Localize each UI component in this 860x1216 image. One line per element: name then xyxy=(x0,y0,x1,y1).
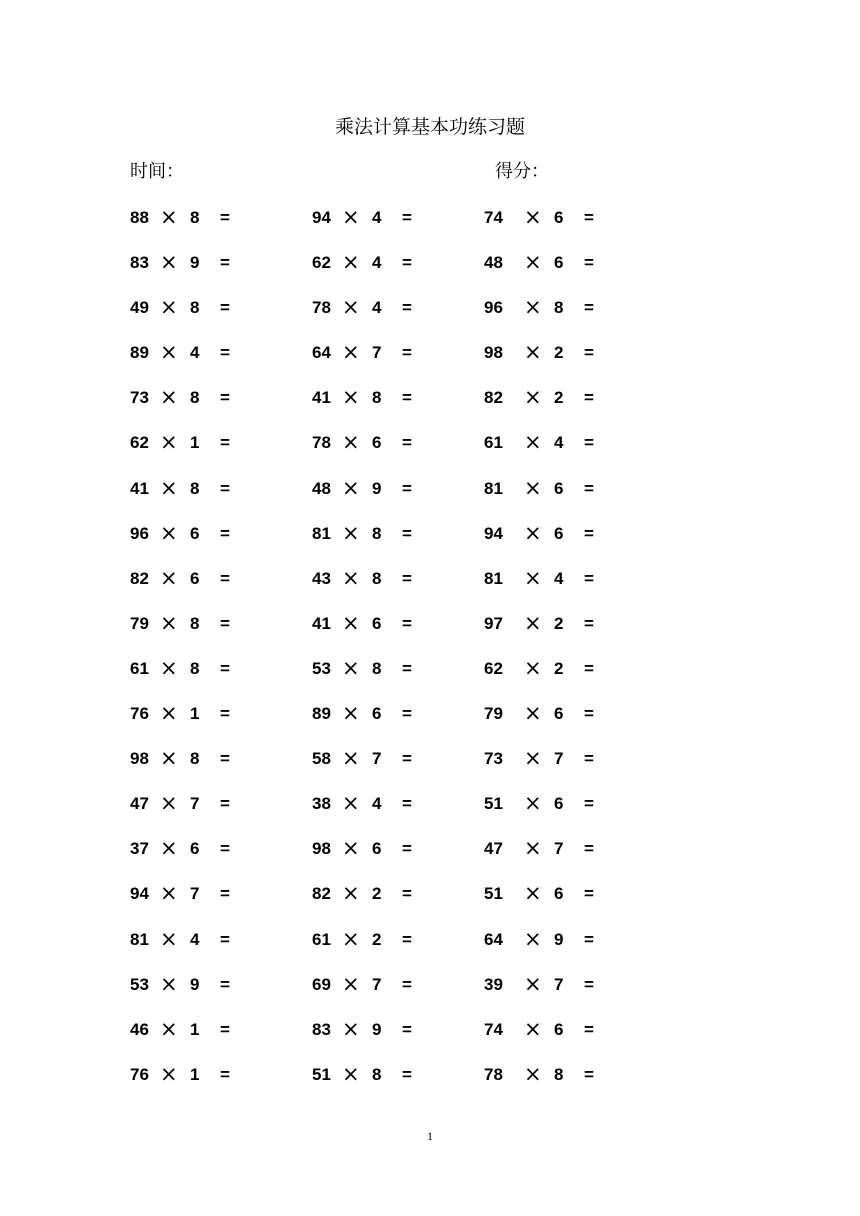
multiplicand: 79 xyxy=(130,613,149,633)
multiplier: 7 xyxy=(372,974,382,994)
times-sign: × xyxy=(160,1016,178,1041)
problem-row xyxy=(0,836,860,881)
multiplicand: 47 xyxy=(130,794,149,814)
equals-sign: = xyxy=(584,704,594,724)
problem-row xyxy=(0,881,860,926)
multiplicand: 37 xyxy=(130,839,149,859)
multiplicand: 82 xyxy=(312,884,331,904)
times-sign: × xyxy=(524,385,542,410)
page-title: 乘法计算基本功练习题 xyxy=(334,116,525,138)
multiplicand: 61 xyxy=(130,658,149,678)
times-sign: × xyxy=(342,881,360,906)
multiplier: 8 xyxy=(190,208,200,227)
equals-sign: = xyxy=(584,1064,594,1084)
multiplier: 7 xyxy=(190,794,200,814)
times-sign: × xyxy=(342,295,360,320)
multiplier: 8 xyxy=(190,613,200,633)
multiplier: 6 xyxy=(554,794,564,814)
multiplier: 2 xyxy=(554,343,564,363)
equals-sign: = xyxy=(402,704,412,724)
times-sign: × xyxy=(524,430,542,455)
multiplier: 8 xyxy=(554,298,564,318)
times-sign: × xyxy=(524,295,542,320)
times-sign: × xyxy=(160,520,178,545)
times-sign: × xyxy=(160,430,178,455)
multiplicand: 62 xyxy=(484,658,503,678)
problem-row xyxy=(0,205,860,250)
equals-sign: = xyxy=(402,1019,412,1039)
equals-sign: = xyxy=(220,298,230,318)
multiplicand: 61 xyxy=(312,929,331,949)
times-sign: × xyxy=(524,205,542,229)
multiplier: 9 xyxy=(372,1019,382,1039)
times-sign: × xyxy=(342,340,360,365)
multiplicand: 46 xyxy=(130,1019,149,1039)
times-sign: × xyxy=(342,971,360,996)
problem-row xyxy=(0,1017,860,1062)
problem-row xyxy=(0,476,860,521)
multiplier: 4 xyxy=(554,433,564,453)
times-sign: × xyxy=(524,655,542,680)
multiplier: 9 xyxy=(554,929,564,949)
multiplicand: 53 xyxy=(312,658,331,678)
times-sign: × xyxy=(524,250,542,275)
problem-row xyxy=(0,1062,860,1107)
times-sign: × xyxy=(342,791,360,816)
equals-sign: = xyxy=(584,343,594,363)
problem-row xyxy=(0,701,860,746)
multiplicand: 58 xyxy=(312,749,331,769)
times-sign: × xyxy=(524,340,542,365)
multiplicand: 64 xyxy=(484,929,503,949)
multiplicand: 41 xyxy=(312,388,331,408)
multiplier: 6 xyxy=(190,523,200,543)
equals-sign: = xyxy=(584,658,594,678)
problem-row xyxy=(0,972,860,1017)
problem-row xyxy=(0,340,860,385)
multiplicand: 94 xyxy=(312,208,331,227)
times-sign: × xyxy=(342,475,360,500)
times-sign: × xyxy=(524,520,542,545)
multiplier: 9 xyxy=(190,253,200,273)
problem-row xyxy=(0,430,860,475)
equals-sign: = xyxy=(220,253,230,273)
multiplier: 4 xyxy=(190,343,200,363)
equals-sign: = xyxy=(584,884,594,904)
multiplicand: 94 xyxy=(130,884,149,904)
equals-sign: = xyxy=(584,253,594,273)
multiplier: 7 xyxy=(554,974,564,994)
multiplier: 6 xyxy=(554,253,564,273)
equals-sign: = xyxy=(402,749,412,769)
times-sign: × xyxy=(160,1061,178,1086)
equals-sign: = xyxy=(220,794,230,814)
multiplier: 1 xyxy=(190,1019,200,1039)
multiplicand: 73 xyxy=(130,388,149,408)
equals-sign: = xyxy=(220,839,230,859)
equals-sign: = xyxy=(402,929,412,949)
multiplicand: 81 xyxy=(130,929,149,949)
multiplier: 6 xyxy=(554,478,564,498)
times-sign: × xyxy=(342,1061,360,1086)
equals-sign: = xyxy=(584,388,594,408)
multiplier: 8 xyxy=(372,523,382,543)
multiplicand: 78 xyxy=(312,433,331,453)
multiplicand: 38 xyxy=(312,794,331,814)
equals-sign: = xyxy=(220,343,230,363)
problem-row xyxy=(0,295,860,340)
problem-row xyxy=(0,611,860,656)
equals-sign: = xyxy=(402,433,412,453)
problem-row xyxy=(0,927,860,972)
times-sign: × xyxy=(524,746,542,771)
multiplier: 6 xyxy=(554,523,564,543)
multiplier: 2 xyxy=(372,884,382,904)
multiplier: 8 xyxy=(190,478,200,498)
multiplicand: 76 xyxy=(130,1064,149,1084)
multiplier: 8 xyxy=(190,388,200,408)
multiplicand: 48 xyxy=(312,478,331,498)
multiplier: 7 xyxy=(554,749,564,769)
multiplicand: 74 xyxy=(484,208,503,227)
multiplier: 6 xyxy=(554,1019,564,1039)
multiplier: 6 xyxy=(372,704,382,724)
times-sign: × xyxy=(342,926,360,951)
equals-sign: = xyxy=(220,433,230,453)
equals-sign: = xyxy=(402,478,412,498)
times-sign: × xyxy=(160,610,178,635)
equals-sign: = xyxy=(402,208,412,227)
multiplicand: 96 xyxy=(130,523,149,543)
multiplicand: 81 xyxy=(484,478,503,498)
equals-sign: = xyxy=(220,704,230,724)
equals-sign: = xyxy=(220,974,230,994)
times-sign: × xyxy=(524,1061,542,1086)
equals-sign: = xyxy=(402,613,412,633)
times-sign: × xyxy=(342,655,360,680)
times-sign: × xyxy=(160,475,178,500)
times-sign: × xyxy=(160,701,178,726)
equals-sign: = xyxy=(220,613,230,633)
time-label: 时间： xyxy=(130,161,184,182)
multiplier: 4 xyxy=(372,253,382,273)
equals-sign: = xyxy=(220,929,230,949)
times-sign: × xyxy=(524,926,542,951)
problem-row xyxy=(0,791,860,836)
times-sign: × xyxy=(524,610,542,635)
times-sign: × xyxy=(342,836,360,861)
problem-row xyxy=(0,521,860,566)
multiplicand: 89 xyxy=(312,704,331,724)
multiplier: 1 xyxy=(190,433,200,453)
multiplicand: 78 xyxy=(312,298,331,318)
times-sign: × xyxy=(342,250,360,275)
times-sign: × xyxy=(160,250,178,275)
multiplicand: 43 xyxy=(312,568,331,588)
multiplicand: 94 xyxy=(484,523,503,543)
times-sign: × xyxy=(160,385,178,410)
times-sign: × xyxy=(160,881,178,906)
multiplier: 4 xyxy=(554,568,564,588)
multiplicand: 81 xyxy=(312,523,331,543)
equals-sign: = xyxy=(220,658,230,678)
equals-sign: = xyxy=(584,568,594,588)
times-sign: × xyxy=(342,430,360,455)
times-sign: × xyxy=(342,746,360,771)
multiplicand: 88 xyxy=(130,208,149,227)
multiplier: 8 xyxy=(190,749,200,769)
equals-sign: = xyxy=(584,523,594,543)
equals-sign: = xyxy=(220,523,230,543)
multiplicand: 96 xyxy=(484,298,503,318)
multiplicand: 78 xyxy=(484,1064,503,1084)
multiplicand: 83 xyxy=(312,1019,331,1039)
times-sign: × xyxy=(524,971,542,996)
multiplier: 6 xyxy=(554,704,564,724)
multiplier: 4 xyxy=(190,929,200,949)
problem-row xyxy=(0,566,860,611)
problem-grid xyxy=(0,205,860,1107)
times-sign: × xyxy=(524,701,542,726)
multiplier: 7 xyxy=(554,839,564,859)
multiplicand: 98 xyxy=(484,343,503,363)
equals-sign: = xyxy=(402,974,412,994)
multiplicand: 69 xyxy=(312,974,331,994)
times-sign: × xyxy=(342,701,360,726)
times-sign: × xyxy=(160,971,178,996)
multiplicand: 81 xyxy=(484,568,503,588)
times-sign: × xyxy=(160,926,178,951)
times-sign: × xyxy=(342,1016,360,1041)
equals-sign: = xyxy=(584,613,594,633)
multiplicand: 64 xyxy=(312,343,331,363)
multiplier: 6 xyxy=(190,568,200,588)
problem-row xyxy=(0,656,860,701)
page-number: 1 xyxy=(427,1129,433,1143)
equals-sign: = xyxy=(220,1019,230,1039)
multiplier: 8 xyxy=(372,658,382,678)
equals-sign: = xyxy=(402,839,412,859)
multiplicand: 76 xyxy=(130,704,149,724)
multiplicand: 82 xyxy=(484,388,503,408)
equals-sign: = xyxy=(402,523,412,543)
equals-sign: = xyxy=(402,253,412,273)
multiplicand: 83 xyxy=(130,253,149,273)
multiplier: 2 xyxy=(554,388,564,408)
multiplicand: 39 xyxy=(484,974,503,994)
multiplier: 2 xyxy=(554,613,564,633)
multiplier: 1 xyxy=(190,704,200,724)
times-sign: × xyxy=(160,655,178,680)
times-sign: × xyxy=(160,791,178,816)
multiplier: 9 xyxy=(190,974,200,994)
multiplicand: 48 xyxy=(484,253,503,273)
multiplicand: 89 xyxy=(130,343,149,363)
equals-sign: = xyxy=(220,749,230,769)
equals-sign: = xyxy=(584,478,594,498)
multiplier: 8 xyxy=(190,658,200,678)
equals-sign: = xyxy=(584,839,594,859)
multiplier: 8 xyxy=(190,298,200,318)
times-sign: × xyxy=(160,565,178,590)
equals-sign: = xyxy=(220,388,230,408)
equals-sign: = xyxy=(584,433,594,453)
multiplier: 4 xyxy=(372,794,382,814)
times-sign: × xyxy=(342,520,360,545)
times-sign: × xyxy=(524,836,542,861)
multiplier: 1 xyxy=(190,1064,200,1084)
equals-sign: = xyxy=(402,568,412,588)
multiplicand: 51 xyxy=(484,794,503,814)
multiplier: 8 xyxy=(372,568,382,588)
times-sign: × xyxy=(342,565,360,590)
times-sign: × xyxy=(524,475,542,500)
times-sign: × xyxy=(342,610,360,635)
multiplicand: 41 xyxy=(130,478,149,498)
multiplicand: 97 xyxy=(484,613,503,633)
equals-sign: = xyxy=(220,208,230,227)
multiplicand: 49 xyxy=(130,298,149,318)
multiplicand: 61 xyxy=(484,433,503,453)
multiplier: 9 xyxy=(372,478,382,498)
times-sign: × xyxy=(524,565,542,590)
multiplicand: 74 xyxy=(484,1019,503,1039)
problem-row xyxy=(0,385,860,430)
equals-sign: = xyxy=(584,1019,594,1039)
equals-sign: = xyxy=(220,884,230,904)
equals-sign: = xyxy=(220,1064,230,1084)
times-sign: × xyxy=(342,205,360,229)
multiplier: 8 xyxy=(372,1064,382,1084)
multiplier: 4 xyxy=(372,208,382,227)
equals-sign: = xyxy=(220,568,230,588)
multiplier: 6 xyxy=(554,208,564,227)
multiplicand: 47 xyxy=(484,839,503,859)
times-sign: × xyxy=(524,881,542,906)
multiplier: 6 xyxy=(372,839,382,859)
multiplicand: 73 xyxy=(484,749,503,769)
times-sign: × xyxy=(160,205,178,229)
score-label: 得分： xyxy=(495,161,549,182)
times-sign: × xyxy=(524,791,542,816)
multiplicand: 51 xyxy=(312,1064,331,1084)
multiplicand: 62 xyxy=(130,433,149,453)
multiplier: 6 xyxy=(372,613,382,633)
multiplier: 6 xyxy=(190,839,200,859)
times-sign: × xyxy=(160,746,178,771)
times-sign: × xyxy=(160,295,178,320)
equals-sign: = xyxy=(584,974,594,994)
equals-sign: = xyxy=(584,298,594,318)
multiplicand: 79 xyxy=(484,704,503,724)
equals-sign: = xyxy=(584,749,594,769)
multiplicand: 98 xyxy=(312,839,331,859)
equals-sign: = xyxy=(402,298,412,318)
multiplier: 6 xyxy=(554,884,564,904)
equals-sign: = xyxy=(220,478,230,498)
multiplier: 8 xyxy=(372,388,382,408)
problem-row xyxy=(0,250,860,295)
multiplicand: 51 xyxy=(484,884,503,904)
multiplier: 7 xyxy=(372,749,382,769)
times-sign: × xyxy=(160,836,178,861)
equals-sign: = xyxy=(584,929,594,949)
times-sign: × xyxy=(160,340,178,365)
equals-sign: = xyxy=(402,1064,412,1084)
equals-sign: = xyxy=(402,388,412,408)
multiplier: 4 xyxy=(372,298,382,318)
equals-sign: = xyxy=(402,343,412,363)
multiplicand: 53 xyxy=(130,974,149,994)
equals-sign: = xyxy=(584,794,594,814)
multiplicand: 62 xyxy=(312,253,331,273)
times-sign: × xyxy=(524,1016,542,1041)
times-sign: × xyxy=(342,385,360,410)
equals-sign: = xyxy=(402,658,412,678)
multiplier: 7 xyxy=(372,343,382,363)
equals-sign: = xyxy=(402,794,412,814)
multiplier: 6 xyxy=(372,433,382,453)
multiplicand: 41 xyxy=(312,613,331,633)
multiplicand: 98 xyxy=(130,749,149,769)
multiplier: 7 xyxy=(190,884,200,904)
equals-sign: = xyxy=(402,884,412,904)
problem-row xyxy=(0,746,860,791)
equals-sign: = xyxy=(584,208,594,227)
multiplier: 2 xyxy=(554,658,564,678)
multiplier: 2 xyxy=(372,929,382,949)
multiplicand: 82 xyxy=(130,568,149,588)
multiplier: 8 xyxy=(554,1064,564,1084)
